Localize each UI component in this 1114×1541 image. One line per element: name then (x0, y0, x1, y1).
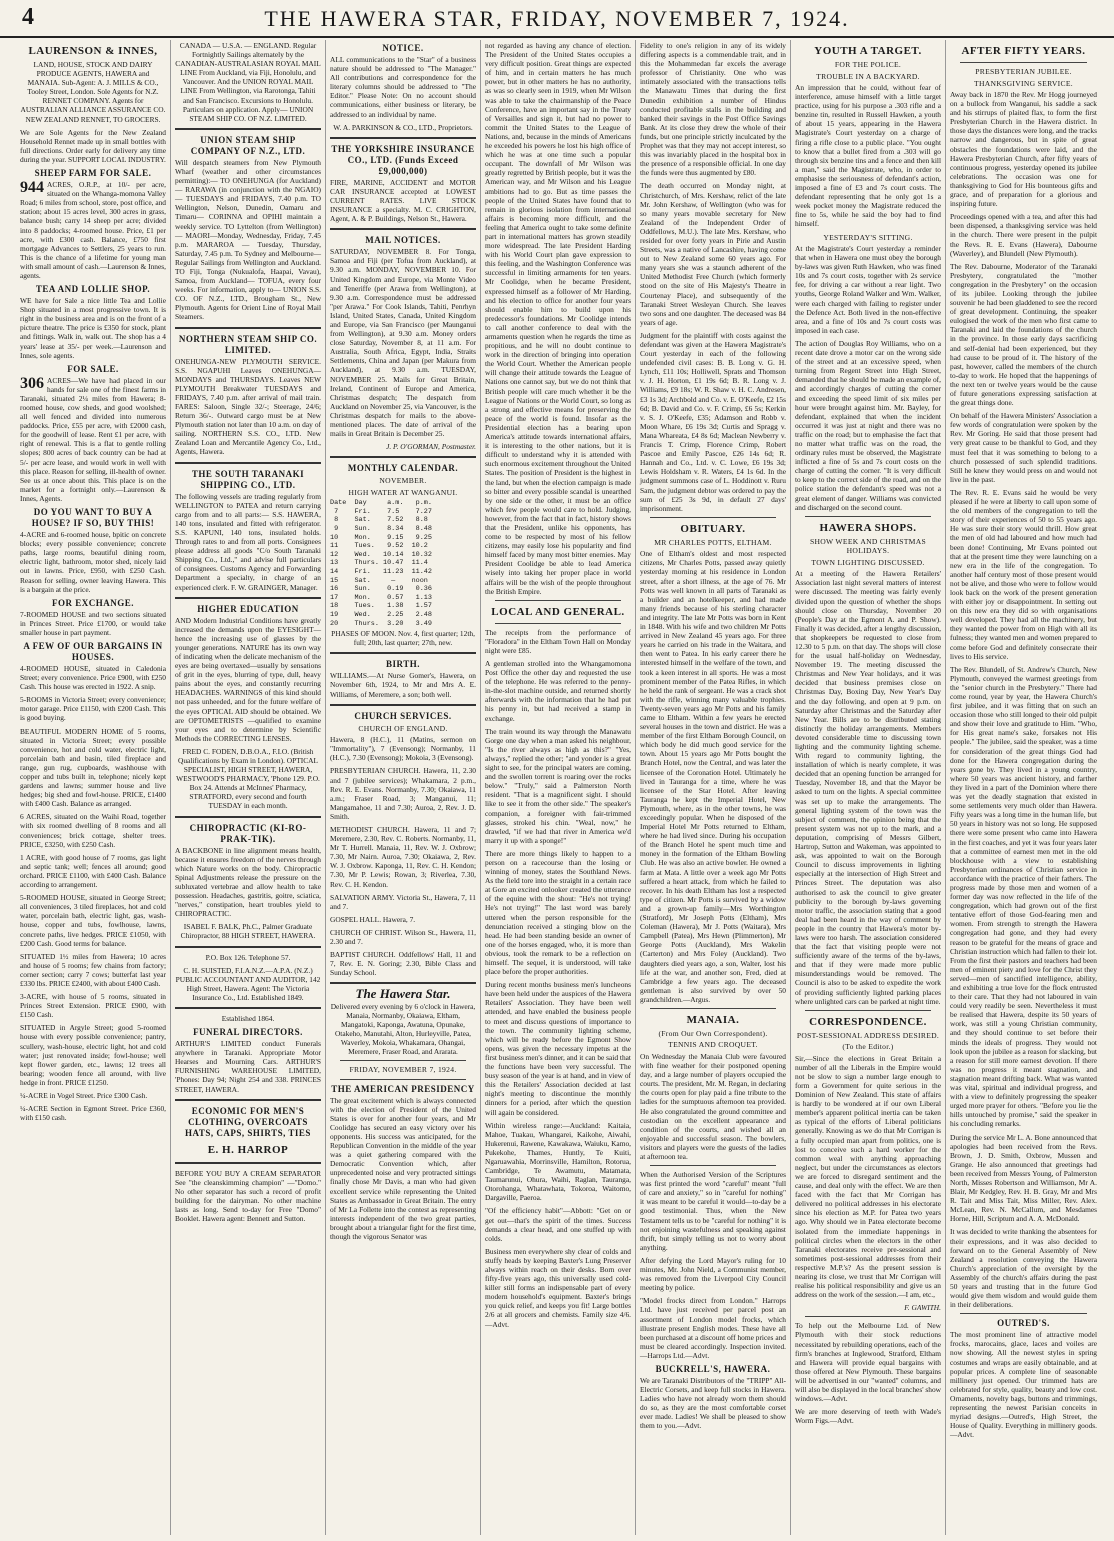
section-heading: CHIROPRACTIC (KI-RO-PRAK-TIK). (189, 822, 307, 844)
subheading: (To the Editor.) (842, 1042, 894, 1052)
news-item: During the service Mr L. A. Bone announced that apologies had been received from the Revs. Brown, J. D. Smith, Oxbrow, Mussen and Grange. He also announced that greetings had been received from Messrs Young, of Palmerston North, Misses Robertson and Williamson, Mr A. Blair, Mr Kedgley, Rev. H. B. Gray, Mr and Mrs R. Tait and Miss Tait, Miss Miller, Rev. Alex. McLean, Rev. N. McCallum, and Mesdames Horne, Hill, Scriptum and A. A. McDonald. (950, 1132, 1097, 1224)
section-heading: CHURCH SERVICES. (354, 710, 452, 721)
optometrist-advert: FRED C. FODEN, D.B.O.A., F.I.O. (British Qualifications by Exam in London). OPTICAL SPECIALIST, HIGH STREET, HAWERA, WESTWOOD'S PHARMACY, 'Phone 129. P.O. Box 24. Attends at McInnes' Pharmacy, STRATFORD, every second and fourth TUESDAY in each month. (176, 746, 320, 811)
listing-text: SITUATED in Argyle Street; good 5-roomed house with every possible convenience; pantry, scullery, wash-house, electric light, hot and cold water; just renovated inside; fowl-house; well kept flower garden, etc., lawns; 12 trees all bearing; wooden fence all around, with live hedge in front. PRICE £1250. (20, 1023, 166, 1087)
optometrist-advert: AND Modern Industrial Conditions have greatly increased the demands upon the EYESIGHT—hence the increasing use of glasses by the younger generations. NATURE has its own way of indicating when the delicate mechanism of the eyes are being overtaxed—usually by sensations of grit in the eyes, blurring of type, dull, heavy pains about the eyes, and constantly recurring HEADACHES. WARNINGS of this kind should not pass unheeded, and for the future welfare of the eyes OPTICAL AID should be obtained. We are OPTOMETRISTS —qualified to examine your eyes and to determine by Scientific Methods the CORRECTING LENSES. (175, 615, 321, 743)
section-heading: SHEEP FARM FOR SALE. (34, 168, 152, 179)
shipping-advert: Will despatch steamers from New Plymouth Wharf (weather and other circumstances permitting):— TO ONEHUNGA (for Auckland)— RARAWA (in conjunction with the NGAIO)— TUESDAYS and FRIDAYS, 7.40 p.m. TO Wellington, Nelson, Dunedin, Oamaru and Timaru— CORINNA and OPIHI maintain a weekly service. TO Lyttelton (from Wellington)— MAORI—Monday, Wednesday, Friday, 7.45 p.m. MARAROA — Tuesday, Thursday, Saturday, 7.45 p.m. To Sydney and Melbourne— Regular Sailings from Wellington and Auckland. TO Fiji, Tonga (Nukualofa, Haapai, Vavau), Samoa, from Auckland— TOFUA, every four weeks. For information, apply to— UNION S.S. CO. OF N.Z., LTD., Brougham St., New Plymouth. Agents for Orient Line of Royal Mail Steamers. (175, 157, 321, 322)
news-item: At a meeting of the Hawera Retailers' Association last night several matters of interest were discussed. The meeting was fairly evenly divided upon the question of whether the shops should close on Thursday, November 20 (People's Day at the Egmont A. and P. Show). Finally it was decided, after a lengthy discussion, that shopkeepers be requested to close from 12.30 to 5 p.m. on that day. The shops will close for the usual half-holiday on Wednesday, November 19. The meeting discussed the Christmas and New Year holidays, and it was decided that business premises close on Christmas Day, Boxing Day, New Year's Day and the day following, and open at 9 p.m. on Saturday after Christmas and the Saturday after New Year. Bills are to be distributed stating distinctly the holiday arrangements. Members devoted considerable time to discussing town lighting and the community lighting scheme. With regard to community lighting, the installation of which is nearly complete, it was decided that an opening function be arranged for Tuesday, November 18, and that the Mayor be asked to turn on the lights. A special committee was set up to make the arrangements. The general lighting system of the town was the subject of comment, the opinion being that the present system was not up to the mark, and a deputation, comprising of Messrs Gilbert, Hartrop, Sutton and Wakeman, was appointed to ask, was appointed to wait on the Borough Council to discuss improvements in lighting especially at the intersection of High Street and Princes Street. The deputation was also authorised to ask the council to give greater publicity to the borough by-laws governing motor traffic, the association stating that a good deal had been heard in the way of comment by people in the country that Hawera's motor by-laws were too harsh. The association considered that the fact that visiting people were not sufficiently aware of the terms of the by-laws, and that if they were made more public misunderstandings would be removed. The Council is also to be asked to expedite the work of providing sufficiently lighted parking places where unlighted cars can be parked at night time. (795, 569, 941, 1006)
divider (175, 327, 321, 329)
editorial-heading: THE AMERICAN PRESIDENCY (331, 1083, 475, 1094)
section-heading: MANAIA. (686, 1013, 740, 1026)
mail-notices-text: SATURDAY, NOVEMBER 8. For Tonga, Samoa and Fiji (per Tofua from Auckland), at 9.30 a.m. MONDAY, NOVEMBER 10. For United Kingdom and Europe, via Monte Video and Teneriffe (per Arawa from Wellington), at 9.30 a.m. Correspondence must be addressed "per Arawa." For Cook Islands, Tahiti, Penrhyn Island, United States, Canada, United Kingdom and Europe, via San Francisco (per Maunganui from Wellington), at 9.30 a.m. Money orders close Saturday, November 8, at 11 a.m. For Australia, South Africa, Egypt, India, Straits Settlements, China and Japan (per Makura from Auckland), at 9.30 a.m. TUESDAY, NOVEMBER 25. Mails for Great Britain, Ireland, Continent of Europe and America, Christmas despatch; The despatch from Auckland on November 25, via Vancouver, is the Christmas despatch for mails to the above-mentioned places. The date of arrival of the mails in Great Britain is December 25. (330, 247, 476, 439)
editorial-text: not regarded as having any chance of election. The President of the United States occupies a very difficult position. Great things are expected of him, and in certain matters he has much power, but in other matters he has no authority, as was so clearly seen in 1919, when Mr Wilson was able to take the chairmanship of the Peace Conference, have an important say in the Treaty of Versailles and sign it, but had no power to commit the United States to the League of Nations, and, because in the minds of Americans he exceeded his powers he lost his high office of which he was at one time such a popular occupant. The downfall of Mr Wilson was greatly regretted by British people, but it was the American way, and Mr Wilson and his League ambitions had to go. But as time passes the people of the United States have found that to remain in glorious isolation from international affairs is becoming more difficult, and the feeling that America ought to take some definite part in international matters has grown steadily more widespread. The late President Harding with his World Court plan gave expression to this feeling, and the Washington Conference was successful in limiting armaments for ten years. Mr Coolidge, when he became President, expressed himself as a follower of Mr Harding, and his election to office for another four years should enable him to build upon his predecessor's foundations. Mr Coolidge intends to call another conference to deal with the armaments question when he regards the time as propitious, and he will no doubt continue to work in the direction of bringing into operation the World Court. Whether the American people will change their attitude towards the League of Nations one cannot say, but we do not think that British people will care much whether it be the League of Nations or the World Court, so long as a strong and effective means for preserving the peace of the world is found. Insofar as the Presidential election has a bearing upon America's attitude towards international affairs, it is interesting to the other nations, but it is difficult to understand why it is attended with such enormous excitement throughout the United States. The position of President is the highest in the land, but when the election campaign is made so bitter and every possible scandal is unearthed by one side or the other, it must be an office which few people would care to hold. Judging, however, from the fact that in fact, history shows that the President, unlike his opponents, has come to be respected by most of his fellow citizens, may easily lose his popularity and find himself faced by many most bitter enemies. May President Coolidge be able to lead America wisely into taking her proper place in world affairs will be the wish of the people throughout the British Empire. (485, 41, 631, 596)
divider (330, 228, 476, 230)
divider (330, 704, 476, 706)
news-item: At the Magistrate's Court yesterday a reminder that when in Hawera one must obey the borough by-laws was given Ruth Hawken, who was fined 10s and 7s court costs, together with 2s service fee, for driving a car without a rear light. Two youths, George Roland Walker and Wm. Walker, were each charged with failing to register under the Defence Act. Both lived in the non-effective area, and a fine of 10s and 7s court costs was imposed in each case. (795, 244, 941, 335)
funeral-advert: Established 1864. (221, 1013, 275, 1023)
editorial-text: The great excitement which is always connected with the election of President of the United States is over for another four years, and Mr Coolidge has secured an easy victory over his opponents. His success was anticipated, for the Republican Convention in the middle of the year was a quiet gathering compared with the Democratic Convention which, after unprecedented noise and very protracted sittings finally chose Mr Davis, a man who had given excellent service while representing the United States as Ambassador in Great Britain. The entry of Mr La Follette into the contest as representing interests independent of the two great parties, brought about a triangular fight for the first time, though the vigorous Senator was (330, 1095, 476, 1241)
shipping-advert: CANADA — U.S.A. — ENGLAND. Regular Fortnightly Sailings alternately by the CANADIAN-AUSTRALASIAN ROYAL MAIL LINE From Auckland, via Fiji, Honolulu, and Vancouver. And the UNION ROYAL MAIL LINE From Wellington, via Rarotonga, Tahiti and San Francisco. Excursions to Honolulu. Particulars on application. Apply— UNION STEAM SHIP CO. OF N.Z. LIMITED. (175, 41, 321, 123)
newspaper-logo: The Hawera Star. (355, 986, 451, 1002)
section-heading: DO YOU WANT TO BUY A HOUSE? IF SO, BUY THIS! (31, 507, 155, 529)
subheading: FOR THE POLICE. (834, 60, 902, 69)
divider (495, 600, 621, 601)
news-item: We are more deserving of teeth with Wade's Worm Figs.—Advt. (795, 1407, 941, 1426)
divider (175, 128, 321, 130)
divider (960, 1313, 1087, 1314)
divider (175, 462, 321, 464)
divider (960, 62, 1087, 63)
section-heading: AFTER FIFTY YEARS. (961, 45, 1086, 57)
advert-heading: LAURENSON & INNES, (28, 45, 158, 57)
obituary-text: One of Eltham's oldest and most respected citizens, Mr Charles Potts, passed away quietly yesterday morning at his residence in London street, after a short illness, at the age of 76. Mr Potts was well known in all parts of Taranaki as a builder and an hotelkeeper, and had made many friends because of his sterling character and integrity. The late Mr Potts was born in Kent in 1848. With his wife and two children Mr Potts arrived in New Zealand 45 years ago. For three years he carried on his trade in the Waitara, and then went to Patea. In his early career there he interested himself in the welfare of the town, and took a keen interest in all sports. He was a most prominent member of the Patea Rifles, in which he held the rank of sergeant. He was a crack shot with the rifle, winning many valuable trophies. Twenty-seven years ago Mr Potts and his family came to Eltham. Within a few years he erected several houses in the town and district. He was a member of the first Eltham Borough Council, on which body he did much good service for the town. About 15 years ago Mr Potts bought the Branch Hotel, now the Central, and was later the licensee of the Coronation Hotel. Ultimately he lived in Tauranga for a time, where he was licensee of the Star Hotel. After leaving Tauranga he kept the Imperial Hotel, New Plymouth, where, as in the other towns, he was exceedingly popular. When he disposed of the Imperial Hotel Mr Potts returned to Eltham, where he had lived since. During his occupation of the Branch Hotel he spent much time and money in the formation of the Eltham Bowling Club. He was also an active bowler. He owned a farm at Mata. A little over a week ago Mr Potts suffered a heart attack, from which he failed to recover. In his death Eltham has lost a respected type of citizen. Mr Potts is survived by a widow and a grown-up family—Mrs Worthington (Stratford), Mr Joseph Potts (Eltham), Mrs Coleman (Hawera), Mr J. Potts (Waitara), Mrs Campbell (Patea), Mrs Hewn (Plimmerton), Mr George Potts (Auckland), Mrs Wakelin (Carterton) and Mrs Foley (Auckland). Two daughters died years ago, a son, Walter, lost his life at the war, and another son, Fred, died at Cambridge a few years ago. The deceased gentleman is also survived by over 50 grandchildren.—Argus. (640, 549, 786, 1004)
acreage-number: 306 (20, 374, 44, 392)
section-heading: NORTHERN STEAM SHIP CO. LIMITED. (178, 333, 318, 355)
accountant-advert: C. H. SUISTED, F.I.A.N.Z.—A.P.A. (N.Z.) PUBLIC ACCOUNTANT AND AUDITOR, 142 High Street, Hawera. Agent: The Victoria Insurance Co., Ltd. Established 1849. (175, 965, 321, 1002)
news-item: Fidelity to one's religion in any of its widely differing aspects is a commendable trait, and in this the Mohammedan far excels the average professor of Christianity. One who was intimately associated with the transactions tells the Manawatu Times that during the first Dunedin exhibition a number of Hindus conducted profitable stalls in the building and banked their savings in the Post Office Savings Bank. At its close they drew the whole of their funds, but one principle strictly inculcated by the Prophet was that they may not accept interest, so this was invariably placed in the hospital box in the presence of a responsible official. In one day the funds were thus augmented by £80. (640, 41, 786, 178)
church-services: CHURCH OF CHRIST. Wilson St., Hawera, 11, 2.30 and 7. (330, 927, 476, 947)
clothier-name: E. H. HARROP (207, 1143, 289, 1156)
notice-text: W. A. PARKINSON & CO., LTD., Proprietors. (333, 122, 473, 132)
section-heading: NOTICE. (382, 43, 424, 53)
listing-text: ¼-ACRE in Vogel Street. Price £300 Cash. (20, 1091, 148, 1100)
divider (650, 1165, 776, 1166)
news-item: Judgment for the plaintiff with costs against the defendant was given at the Hawera Magistrate's Court yesterday in each of the following undefended civil cases: B. B. Long v. G. H. Lynch, £11 10s; Holliwell, Sprats and Thomson v. J. H. Horton, £1 19s 6d; B. R. Long v. J. Williams, £9 18s; W. R. Shaw v. H. C. Andresen, £3 1s 3d; Archbold and Co. v. E. O'Keefe, £2 15s 6d; B. David and Co. v. F. Crimp, £6 5s; Kerkin v. S. J. O'Keefe, £35; Adamson and Robb v. Moon Whare, £6 19s 3d; Curtis and Spragg v. Mana Whareata, £4 8s 6d; Maclean Newberry v. Francis T. Crimp, Florence Crimp, Robert Pascoe and Emily Pascoe, £26 14s 6d; R. Hannah and Co., Ltd. v. C. Lowe, £6 19s 3d; Lewis Holdsham v. R. Waters, £4 1s 6d. In the judgment summons case of L. Hoddinott v. Ruru Sam, the judgment debtor was ordered to pay the sum of £25 3s 9d, in default 27 days' imprisonment. (640, 330, 786, 513)
news-item: To help out the Melbourne Ltd. of New Plymouth with their stock reductions necessitated by rebuilding operations, each of the firm's branches at Inglewood, Stratford, Eltham and Hawera will provide equal bargains with those offered at New Plymouth. These bargains will be advertised in our "wanted" columns, and will also be displayed in the local branches' show windows.—Advt. (795, 1321, 941, 1404)
chiropractic-advert: ISABEL F. BALK, Ph.C., Palmer Graduate Chiropractor, 88 HIGH STREET, HAWERA. (180, 922, 316, 941)
divider (495, 623, 621, 624)
subheading: TENNIS AND CROQUET. (668, 1040, 758, 1050)
letter-text: Sir,—Since the elections in Great Britain a number of all the Liberals in the Empire would not be slow to sign a number large enough to form a Government for quite serious in the Dominion of New Zealand. This state of affairs is hardly to be wondered at if our own Liberal member's apparent political inertia can be taken as typical of the efforts of Liberal politicians generally. Knowing as we do that Mr Corrigan is a fully occupied man apart from politics, one is lost to conceive such a hard worker for the common weal with anything approaching neglect, but under the circumstances as electors we are forced to disregard sentiment and the cause, and deal only with the effect. We are then faced with the fact that Mr Corrigan has delivered no political addresses in his electorate since his election as M.P. for Patea two years ago. Why should we in Patea electorate become isolated from the immediate happenings in political circles when the electors in the other Taranaki electorates receive pre-sessional and sometimes post-sessional addresses from their respective M.P.'s? As the present session is nearing its close, we trust that Mr Corrigan will realise his political responsibility and give us an address on the work of the session.—I am, etc., (795, 1053, 941, 1300)
section-heading: BUCKRELL'S, HAWERA. (655, 1363, 771, 1374)
divider (805, 1010, 931, 1011)
correspondent-credit: (From Our Own Correspondent). (658, 1028, 768, 1038)
column-1 (16, 40, 171, 1535)
section-heading: TEA AND LOLLIE SHOP. (35, 284, 151, 295)
tides-heading: HIGH WATER AT WANGANUI. (348, 487, 458, 497)
divider (330, 456, 476, 458)
obituary-subject: MR CHARLES POTTS, ELTHAM. (654, 537, 772, 547)
page-number: 4 (22, 4, 34, 30)
listing-text: 5-ROOMED HOUSE, situated in George Street; all conveniences, 3 tiled fireplaces, hot and cold water, porcelain bath, electric light, gas, wash-house, copper and tubs, fowlhouse, lawns, concrete paths, live hedges. PRICE £1050, with £200 Cash. Good terms for balance. (20, 893, 166, 948)
section-heading: FOR EXCHANGE. (51, 597, 134, 608)
column-6 (791, 40, 946, 1535)
divider (175, 597, 321, 599)
news-item: The death occurred on Monday night, at Christchurch, of Mrs. Kershaw, relict of the late Mr. John Kershaw, of Wellington (who was for so many years movable secretary for New Zealand of the Independent Order of Oddfellows, M.U.). The late Mrs. Kershaw, who resided for over forty years in Pirie and Austin Streets, was a native of Lancashire, having come out to New Zealand some 60 years ago. For many years she was a staunch adherent of the United Methodist Free Church (which formerly stood on the site of His Majesty's Theatre in Courtenay Place), and subsequently of the Taranaki Street Wesleyan Church. She leaves two sons and one daughter. The deceased was 84 years of age. (640, 181, 786, 327)
listing-text: SITUATED 1½ miles from Hawera; 10 acres and house of 5 rooms; few chains from factory; corner section; carry 7 cows; butterfat last year £330 lbs. PRICE £2400, with about £400 Cash. (20, 951, 166, 988)
news-item: The most prominent line of attractive model frocks, marocains, glace, laces and voiles are now showing. All the newest styles in spring costumes and wraps are easily obtainable, and at popular prices. A complete line of seasonable millinery just opened. Our trimmed hats are celebrated for style, quality, beauty and low cost. Ornaments, novelty bags, buttons and trimmings, representing the newest Parisian conceits in myriad designs.—Outred's, High Street, the House of Quality. Everything in millinery goods.—Advt. (950, 1330, 1097, 1440)
subheading: THANKSGIVING SERVICE. (974, 78, 1073, 88)
accountant-advert: P.O. Box 126. Telephone 57. (205, 952, 291, 962)
masthead (0, 0, 1114, 38)
news-item: During recent months business men's luncheons have been held under the auspices of the Hawera Retailers' Association. They have been well attended, and have enabled the business people to meet and discuss questions of importance to the town. The community lighting scheme, which will be ready before the Egmont Show opens, was given the necessary impetus at the first business men's dinner, and it can be said that the functions have been very successful. The busy season of the year is at hand, and in view of this the Retailers' Association decided at last night's meeting to discontinue the monthly dinners for a period, after which the question will again be considered. (485, 980, 631, 1117)
section-heading: FOR SALE. (67, 363, 119, 374)
divider (330, 652, 476, 654)
delivery-notice: Delivered every evening by 6 o'clock in Hawera, Manaia, Normanby, Okaiawa, Eltham, Mangatoki, Kaponga, Awatuna, Opunake, Otakeho, Manutahi, Alton, Hurleyville, Patea, Waverley, Mokoia, Whakamara, Ohangai, Meremere, Fraser Road, and Ararata. (330, 1001, 476, 1056)
section-heading: FUNERAL DIRECTORS. (193, 1027, 303, 1038)
subheading: POST-SESSIONAL ADDRESS DESIRED. (796, 1030, 940, 1040)
shipping-advert: ONEHUNGA-NEW PLYMOUTH SERVICE. S.S. NGAPUHI Leaves ONEHUNGA— MONDAYS and THURSDAYS. Leaves NEW PLYMOUTH Breakwater TUESDAYS and FRIDAYS, 7.40 p.m. after arrival of mail train. FARES: Saloon, Single 32/-; Steerage, 24/6; Return 36/-. Outward cargo must be at New Plymouth station not later than 10 a.m. on day of sailing. NORTHERN S.S. CO., LTD. New Zealand Loan and Mercantile Agency Co., Ltd., Agents, Hawera. (175, 356, 321, 457)
divider (330, 982, 476, 984)
listing-text: ACRES, O.R.P., at 10/- per acre, situated on the Whanga-momona Valley Road; 6 miles from school, store, post office, and station; about 15 acres level, 300 acres in grass, balance bush; carry 14 sheep per acre; divided into 8 paddocks; 4-roomed house. Price, £1 per acre, with £300 cash. Balance, £750 first mortgage Advances to Settlers, 25 years to run. This is the chance of a lifetime for young man with small amount of cash.—Laurenson & Innes, agents. (20, 180, 166, 280)
listing-text: ACRES—We have had placed in our hands for sale one of the finest farms in Taranaki, situated 2¼ miles from Hawera; 8-roomed house, cow sheds, and good woolshed; all well fenced and divided into numerous paddocks. Price, £55 per acre, with £2000 cash, for the goodwill of lease. Rent £1 per acre, with right of renewal. This is a flat to gentle rolling slopes; 800 acres of back country can be had at 5/- per acre lease, and would work in well with this place. Reason for selling, ill-health of owner. See us at once about this. This place is on the market for a fortnight only.—Laurenson & Innes, Agents. (20, 375, 166, 503)
subheading: SHOW WEEK AND CHRISTMAS HOLIDAYS. (809, 536, 927, 556)
section-heading: OBITUARY. (680, 522, 746, 535)
divider (805, 1316, 931, 1317)
divider (175, 1099, 321, 1101)
section-heading: A FEW OF OUR BARGAINS IN HOUSES. (23, 640, 163, 662)
church-services: PRESBYTERIAN CHURCH. Hawera, 11, 2.30 and 7 (jubilee services); Whakamara, 2 p.m., Rev. R. E. Evans. Normanby, 7.30; Okaiawa, 11 a.m.; Fraser Road, 3; Manganui, 11; Mangamahoe, 11 and 7.30; Auroa, 2, Rev. J. D. Smith. (330, 766, 476, 821)
birth-notice: WILLIAMS.—At Nurse Gomer's, Hawera, on November 6th, 1924, to Mr and Mrs A. E. Williams, of Meremere, a son; both well. (330, 671, 476, 699)
advert-text: We are Sole Agents for the New Zealand Household Rennet made up in small bottles with full directions. Order early for delivery any time during the year. SUPPORT LOCAL INDUSTRY. (20, 127, 166, 164)
news-item: The Rev. Dabourne, Moderator of the Taranaki Presbytery, congratulated the "mother congregation in the Presbytery" on the occasion of its jubilee. Looking through the jubilee souvenir he had been gladdened to see the record of great development. Continuing, the speaker eulogised the work of the men who first came to Taranaki and laid the foundations of the church in the province. In those early days sacrificing and self-denial had been experienced, but they had cause to be proud of it. The history of the past, however, called the members of the church to-day to work. He hoped that the happenings of the next ten or twelve years would be the cause of future generations expressing satisfaction at the great things done. (950, 261, 1097, 408)
divider (330, 137, 476, 139)
section-heading: YOUTH A TARGET. (814, 45, 922, 57)
subheading: YESTERDAY'S SITTING. (823, 232, 913, 242)
subheading: TOWN LIGHTING DISCUSSED. (811, 557, 925, 567)
church-services: Hawera, 8 (H.C.), 11 (Matins, sermon on "Immortality"), 7 (Evensong); Normanby, 11 (H.C.), 7.30 (Evensong); Mokoia, 3 (Evensong). (330, 735, 476, 763)
news-item: "Of the efficiency habit"—Abbott: "Get on or get out—that's the spirit of the times. Success demands a clear head, and one stuffed up with colds. (485, 1206, 631, 1243)
news-item: Away back in 1870 the Rev. Mr Hogg journeyed on a bullock from Wanganui, his saddle a sack and his stirrups of plaited flax, to form the first Presbyterian Church in the Hawera district. In those days the distances were long, and the tracks narrow and dangerous, but in spite of great obstacles the foundations were laid, and the Hawera Presbyterian Church, after fifty years of continuous progress, yesterday opened its jubilee celebrations. The occasion was one for thanksgiving to God for His bounteous gifts and grace, and of preparation for a glorious and inspiring future. (950, 90, 1097, 209)
tides-table: Date Day a.m. p.m. 7 Fri. 7.5 7.27 8 Sat. 7.52 8.8 9 Sun. 8.34 8.48 10 Mon. 9.15 9.25 11 Tues. 9.52 10.2 12 Wed. 10.14 10.32 13 Thurs. 10.47 11.4 14 Fri. 11.23 11.42 15 Sat. — noon 16 Sun. 0.19 0.36 17 Mon. 0.57 1.13 18 Tues. 1.38 1.57 19 Wed. 2.25 2.48 20 Thurs. 3.20 3.49 (330, 499, 432, 628)
subheading: PRESBYTERIAN JUBILEE. (975, 67, 1072, 76)
divider (175, 1162, 321, 1164)
columns (16, 40, 1104, 1535)
column-7 (946, 40, 1101, 1535)
news-item: The Rev. R. E. Evans said he would be very pleased if he were at liberty to call upon some of the old members of the congregation to tell the story of their experiences of 50 to 55 years ago. He was sure their story would thrill. How great the men of old had laboured and how much had been done! Continuing, Mr Evans pointed out that at the present time they were launching on a new era in the life of the congregation. To another half century most of those present would not be alive, and those who were to follow would look back on the work of the present generation with either joy or disappointment. In setting out on this new era they did so with organisations well developed. They had all the machinery, but they wanted the power from on High with all its fulness; they wanted men and women prepared to come before God and definitely consecrate their lives to His service. (950, 487, 1097, 661)
listing-text: BEAUTIFUL MODERN HOME of 5 rooms, situated in Victoria Street; every possible convenience, hot and cold water, electric light, porcelain bath and basin, tiled fireplace and range, gun rug, cupboards, washhouse with copper and tubs built in, telephone; nicely kept gardens and lawns; summer house and live hedges; big shed and fowl-house. PRICE, £1400 with £400 Cash. Balance as arranged. (20, 726, 166, 809)
divider (650, 517, 776, 518)
dateline: FRIDAY, NOVEMBER 7, 1924. (349, 1065, 457, 1075)
news-item: The action of Douglas Roy Williams, who on a recent date drove a motor car on the wrong side of the street and at an excessive speed, when turning from Regent Street into High Street, demanded that he should be made an example of, and accordingly charges of cutting the corner and exceeding the speed limit of six miles per hour were brought against him. Mr. Bayley, for defendant, explained that when the incident occurred it was just at night and there was no traffic on the road; but to emphasise the fact that no matter what traffic was on the road, the ordinary rules must be observed, the Magistrate inflicted a fine of 5s and 7s court costs on the charge of cutting the corner. "It is very difficult to keep to the correct side of the road, and on the police station the defendant's speed was not a great element of danger. Williams was convicted and discharged on the second count. (795, 338, 941, 512)
listing-text: 4-ROOMED HOUSE, situated in Caledonia Street; every convenience. Price £900, with £250 Cash. This house was erected in 1922. A snip. (20, 663, 166, 692)
church-services: GOSPEL HALL. Hawera, 7. (330, 914, 416, 924)
section-heading: THE SOUTH TARANAKI SHIPPING CO., LTD. (191, 468, 305, 490)
section-heading: MAIL NOTICES. (365, 235, 441, 246)
funeral-advert: ARTHUR'S LIMITED conduct Funerals anywhere in Taranaki. Appropriate Motor Hearses and Mourning Cars. ARTHUR'S FURNISHING WAREHOUSE LIMITED, 'Phones: Day 94; Night 254 and 338. PRINCES STREET, HAWERA. (175, 1039, 321, 1094)
section-heading: OUTRED'S. (997, 1318, 1050, 1329)
church-services: BAPTIST CHURCH. Oddfellows' Hall, 11 and 7, Rev. E. N. Goring; 2.30, Bible Class and Sunday School. (330, 950, 476, 978)
divider (175, 816, 321, 818)
listing-text: ¼-ACRE Section in Egmont Street. Price £360, with £150 cash. (20, 1104, 166, 1123)
listing-text: WE have for Sale a nice little Tea and Lollie Shop situated in a most progressive town. It is right in the business area and is on the front of a picture theatre. The price is £350 for stock, plant and fittings. Walk in, walk out. The shop has a 4 years' lease at 35/- per week.—Laurenson and Innes, sole agents. (20, 296, 166, 360)
subheading: TROUBLE IN A BACKYARD. (816, 71, 920, 81)
news-item: We are Taranaki Distributors of the "TRIPP" All-Electric Corsets, and keep full stocks in Hawera. Ladies who have not already worn them should do so, as they are the most comfortable corset ever made. Ladies! We shall be pleased to show them to you.—Advt. (640, 1375, 786, 1431)
news-item: The receipts from the performance of "Floradora" in the Eltham Town Hall on Monday night were £85. (485, 627, 631, 655)
divider (340, 1060, 466, 1061)
section-heading: ECONOMIC FOR MEN'S CLOTHING, OVERCOATS HATS, CAPS, SHIRTS, TIES (185, 1105, 311, 1138)
news-item: Business men everywhere shy clear of colds and stuffy heads by keeping Baxter's Lung Preserver always within reach on their desks. Born over fifty-five years ago, this universally used cold-killer still forms an indispensable part of every modern household's equipment. Baxter's brings you quick relief, and keeps you fit! Large bottles 2/6 at all grocers and chemists. Family size 4/6.—Advt. (485, 1246, 631, 1329)
column-4 (481, 40, 636, 1535)
news-item: There are more things likely to happen to a person on a racecourse than the losing or winning of money, states the Southland News. As the field tore into the straight in a certain race at Gore an excited onlooker created the utterance of the equine with the shout: "He's not trying! He's not trying!" The last word was barely uttered when the person responsible for the denunciation received a stinging blow on the head. He had been standing beside an owner of one of the horses engaged, who, it is more than obvious, took the remark to be a reflection on himself. The sequel, it is understood, will take place before the proper authorities. (485, 848, 631, 977)
section-heading: UNION STEAM SHIP COMPANY OF N.Z., LTD. (190, 134, 306, 156)
listing-text: 5-ROOMS in Victoria Street; every convenience; motor garage. Price £1150, with £200 Cash. This is good buying. (20, 695, 166, 723)
news-item: The train wound its way through the Manawatu Gorge one day when a man asked his neighbour, "Is the river always as high as this?" "Yes, always," replied the other; "and yonder is a great sight to see, for the principal waters are coming, and the swollen torrent is roaring over the rocks below." "Truly," said a Palmerston North resident. "That is a magnificent sight. I should like to see it from the other side." The speaker's companion, a foreigner with fair-trimmed glasses, stroked his chin. "Weal, now," he drawled, "if we had that river in America we'd marry it up with a sponge!" (485, 726, 631, 845)
listing-text: 3-ACRE, with house of 5 rooms, situated in Princes Street Extension. PRICE £900, with £150 Cash. (20, 992, 166, 1020)
news-item: On Wednesday the Manaia Club were favoured with fine weather for their postponed opening day, and a large number of players occupied the courts. The president, Mr. M. Regan, in declaring the courts open for play paid a fine tribute to the ladies for the sumptuous afternoon tea provided. He also congratulated the ground committee and custodian on the excellent appearance and condition of the courts, and wished all an enjoyable and successful season. The bowlers, visitors and players were the guests of the ladies at afternoon tea. (640, 1051, 787, 1161)
section-heading: HAWERA SHOPS. (819, 521, 917, 534)
news-item: "Model frocks direct from London." Harrops Ltd. have just received per parcel post an assortment of London model frocks, which illustrate present English modes. These have all been purchased at a discount off home prices and must be cleared accordingly. Inspection invited.—Harrops Ltd.—Advt. (640, 1296, 786, 1360)
column-2 (171, 40, 326, 1535)
divider (175, 946, 321, 948)
advert-text: LAND, HOUSE, STOCK AND DAIRY PRODUCE AGENTS, HAWERA and MANAIA. Sub-Agent: A. J. MILLS & CO., Tooley Street, London. Sole Agents for N.Z. RENNET COMPANY. Agents for AUSTRALIAN ALLIANCE ASSURANCE CO. NEW ZEALAND RENNET, TO GROCERS. (20, 60, 166, 124)
news-item: On behalf of the Hawera Ministers' Association a few words of congratulation were spoken by the Rev. Mr Goring. He said that those present had very great cause to be thankful to God, and they must feel that it was something to belong to a church possessed of such splendid traditions. Still he knew they would press on and would not live in the past. (950, 411, 1097, 484)
news-item: After defying the Lord Mayor's ruling for 10 minutes, Mr. John Nield, a Communist member, was removed from the Liverpool City Council meeting by police. (640, 1255, 786, 1293)
separator-advert: BEFORE YOU BUY A CREAM SEPARATOR See "the cleanskimming champion" —"Domo." No other separator has such a record of profit building for the dairyman. No other machine lasts as long. Send to-day for Free "Domo" Booklet. Hawera agent: Bennett and Sutton. (175, 1168, 321, 1224)
notice-text: ALL communications to the "Star" of a business nature should be addressed to "The Manager." All contributions and correspondence for the literary columns should be addressed to "The Editor." Please Note: On no account should communications, either business or literary, be addressed to an individual by name. (330, 55, 476, 119)
column-3 (326, 40, 481, 1535)
section-heading: MONTHLY CALENDAR. (347, 463, 459, 474)
divider (175, 1007, 321, 1009)
letter-signature: F. GAWITH. (904, 1303, 941, 1313)
divider (650, 1008, 776, 1009)
news-item: An impression that he could, without fear of interference, amuse himself with a little target practice, using for his purpose a .303 rifle and a benzine tin, resulted in Russell Hawken, a youth of about 15 years, appearing in the Hawera Magistrate's Court yesterday on a charge of firing a rifle close to a public place. "You ought to know that a bullet fired from a .303 will go through six benzine tins and a fence and then kill a man," said the Magistrate, who, in order to emphasise the seriousness of defendant's action, imposed a fine of £3 and 7s court costs. The defendant representing that he only got 1s a week pocket money the Magistrate reduced the fine to 5s, while he said the boy had to find himself. (795, 83, 941, 229)
section-heading: HIGHER EDUCATION (197, 603, 299, 614)
divider (805, 516, 931, 517)
listing-text: 6 ACRES, situated on the Waihi Road, together with six roomed dwelling of 8 rooms and all conveniences; brick cottage, shelter trees. PRICE, £3250, with £250 Cash. (20, 812, 166, 849)
divider (340, 1079, 466, 1080)
news-item: When the Authorised Version of the Scriptures was first printed the word "careful" meant "full of care and anxiety," so in "careful for nothing" it was meant to be careful it would—to-day be a good testimonial. Thus, when the New Testament tells us to be "careful for nothing" it is not enjoining wastefulness and speaking against thrift, but simply telling us not to worry about anything. (640, 1170, 786, 1252)
section-heading: LOCAL AND GENERAL. (491, 605, 625, 618)
listing-text: 4-ACRE and 6-roomed house, bpitic on concrete blocks; every possible convenience; concrete paths, large rooms, beautiful dining room, electric light, bathroom, motor shed, nicely laid out in lawns. Price, £950, with £250 Cash. Reason for selling, owner leaving Hawera. This is a bargain at the price. (20, 530, 166, 594)
church-services: SALVATION ARMY. Victoria St., Hawera, 7, 11 and 7. (330, 892, 476, 911)
section-heading: THE YORKSHIRE INSURANCE CO., LTD. (Funds Exceed £9,000,000) (331, 143, 475, 176)
calendar-month: NOVEMBER. (379, 476, 427, 486)
newspaper-title: THE HAWERA STAR, FRIDAY, NOVEMBER 7, 1924. (264, 6, 850, 31)
news-item: The Rev. Blundell, of St. Andrew's Church, New Plymouth, conveyed the warmest greetings from the "senior church in the Presbytery." There had come round, year by year, the Hawera Church's first jubilee, and it was fitting that on such an occasion those who still longed to their old pulpit and show their love and gratitude to Him. "Who, for His great name's sake, forsakes not His people." The jubilee, said the speaker, was a time for consideration of the great things God had done for the Hawera congregation during the years gone by. They lived in a young country, where 50 years was ancient history, and farther they lived in a part of the Dominion where there was yet the deadly stagnation that existed in some settlements very much older than Hawera. Fifty years was a long time in the human life, but 50 years in history was not so long. He supposed there were some present who came into Hawera in the first coaches, and yet it was four years later that a committee of earnest men met in the old blockhouse with a view to establishing Presbyterian ordinances of Christian service in accordance with the practice of their fathers. The progress made by those men and women of a former day was now reflected in the life of the congregation, which had grown out of the first tentative effort of those God-fearing men and women. From strength to strength the Hawera congregation had gone, and they had every reason to be grateful for the means of grace and Christian instruction which had fallen to their lot. From the first their pastors and teachers had been men of eminent piety and love for the Christ they served—men of sanctified intelligence, ability, and exhibiting a true love for the flock entrusted to their care. That they had not laboured in vain could very readily be seen. Nevertheless it must be realised that Hawera, despite its 50 years of work, was still a young Christian community, and they should continue to set before their minds the ideals of progress. They would not look upon the jubilee as a reason for slacking, but a reason for still more earnest devotion. If there was no progress it meant stagnation, and stagnation meant drifting back. What was wanted was vital, spiritual and individual progress, and with a view to definitely progressing the speaker urged more prayer for others. "Before you lie the hills untouched by promise," said the speaker in his concluding remarks. (950, 664, 1097, 1129)
postmaster-signature: J. P. O'GORMAN, Postmaster. (386, 442, 476, 452)
shipping-advert: The following vessels are trading regularly from WELLINGTON to PATEA and return carrying cargo from and to all parts:— S.S. HAWERA, 140 tons, insulated and fitted with refrigerator. S.S. KAPUNI, 140 tons, insulated holds. Through rates to and from all ports. Consignees please address all goods "C/o South Taranaki Shipping Co., Ltd.," and advise full particulars of consignees. Customs Agency and Forwarding Department a specialty, in charge of an experienced clerk. F. W. GRAINGER, Manager. (175, 491, 321, 592)
news-item: It was decided to write thanking the absentees for their expressions, and it was also decided to forward on to the General Assembly of New Zealand a resolution conveying the Hawera Church's appreciation of the oversight by the Assembly of the church's affairs during the past 50 years and trusting that in the future God would give them wisdom and would guide them in their deliberations. (950, 1227, 1097, 1310)
moon-phases: PHASES OF MOON. Nov. 4, first quarter; 12th, full; 20th, last quarter; 27th, new. (331, 629, 475, 648)
church-name: CHURCH OF ENGLAND. (358, 723, 448, 733)
section-heading: CORRESPONDENCE. (809, 1015, 927, 1028)
news-item: A gentleman strolled into the Whangamomona Post Office the other day and requested the use of the telephone. He was referred to the penny-in-the-slot machine outside, and returned shortly afterwards with the information that he had put his penny in, but had received a stamp in exchange. (485, 659, 631, 723)
listing-text: 1 ACRE, with good house of 7 rooms, gas light and septic tank; well; fences all around; good orchard. PRICE £1100, with £400 Cash. Balance according to arrangement. (20, 852, 166, 890)
acreage-number: 944 (20, 179, 44, 197)
news-item: Proceedings opened with a tea, and after this had been dispensed, a thanksgiving service was held in the church. There were present in the pulpit the Revs. R. E. Evans (Hawera), Dabourne (Waverley), and Blundell (New Plymouth). (950, 212, 1097, 258)
insurance-advert: FIRE, MARINE, ACCIDENT and MOTOR CAR INSURANCE accepted at LOWEST CURRENT RATES. LIVE STOCK INSURANCE a specialty. M. C. CRIGHTON, Agent, A. & P. Buildings, Nelson St., Hawera. (330, 177, 476, 224)
column-5 (636, 40, 791, 1535)
chiropractic-advert: A BACKBONE in line alignment means health, because it ensures freedom of the nerves through which Nature works on the body. Chiropractic Spinal Adjustments release the pressure on the subluxated vertebrae and allow health to take possession. Headaches, gastritis, goitre, sciatica, "nerves," constipation, heart troubles yield to CHIROPRACTIC. (175, 845, 321, 919)
listing-text: 7-ROOMED HOUSE and two sections situated in Princes Street. Price £1700, or would take smaller house in part payment. (20, 609, 166, 637)
church-services: METHODIST CHURCH. Hawera, 11 and 7; Meremere, 2.30, Rev. C. Roberts. Normanby, 11, Mr T. Hurrell. Manaia, 11, Rev. W. J. Oxbrow; 7.30, Mr Nairn. Auroa, 7.30; Okaiawa, 2, Rev. W. J. Oxbrow. Kaponga, 11, Rev. C. H. Kendon; 7.30, Mr P. Lewis; Rowan, 3; Riverlea, 7.30, Rev. C. H. Kendon. (330, 825, 476, 889)
section-heading: BIRTH. (386, 659, 420, 670)
news-item: Within wireless range:—Auckland: Kaitaia, Mahoe, Tuakau, Whangarei, Kaikohe, Aiwahi, Hukerenui, Rawene, Kawakawa, Waiuku, Kamo, Pukekohe, Thames, Huntly, Te Kuiti, Ngaruawahia, Morrinsville, Hamilton, Rotorua, Cambridge, Te Awamutu, Matamata, Taumarunui, Ohura, Waihi, Raglan, Tauranga, Otorohanga, Whatawhata, Tokoroa, Waitomo, Dargaville, Paeroa. (485, 1120, 631, 1203)
